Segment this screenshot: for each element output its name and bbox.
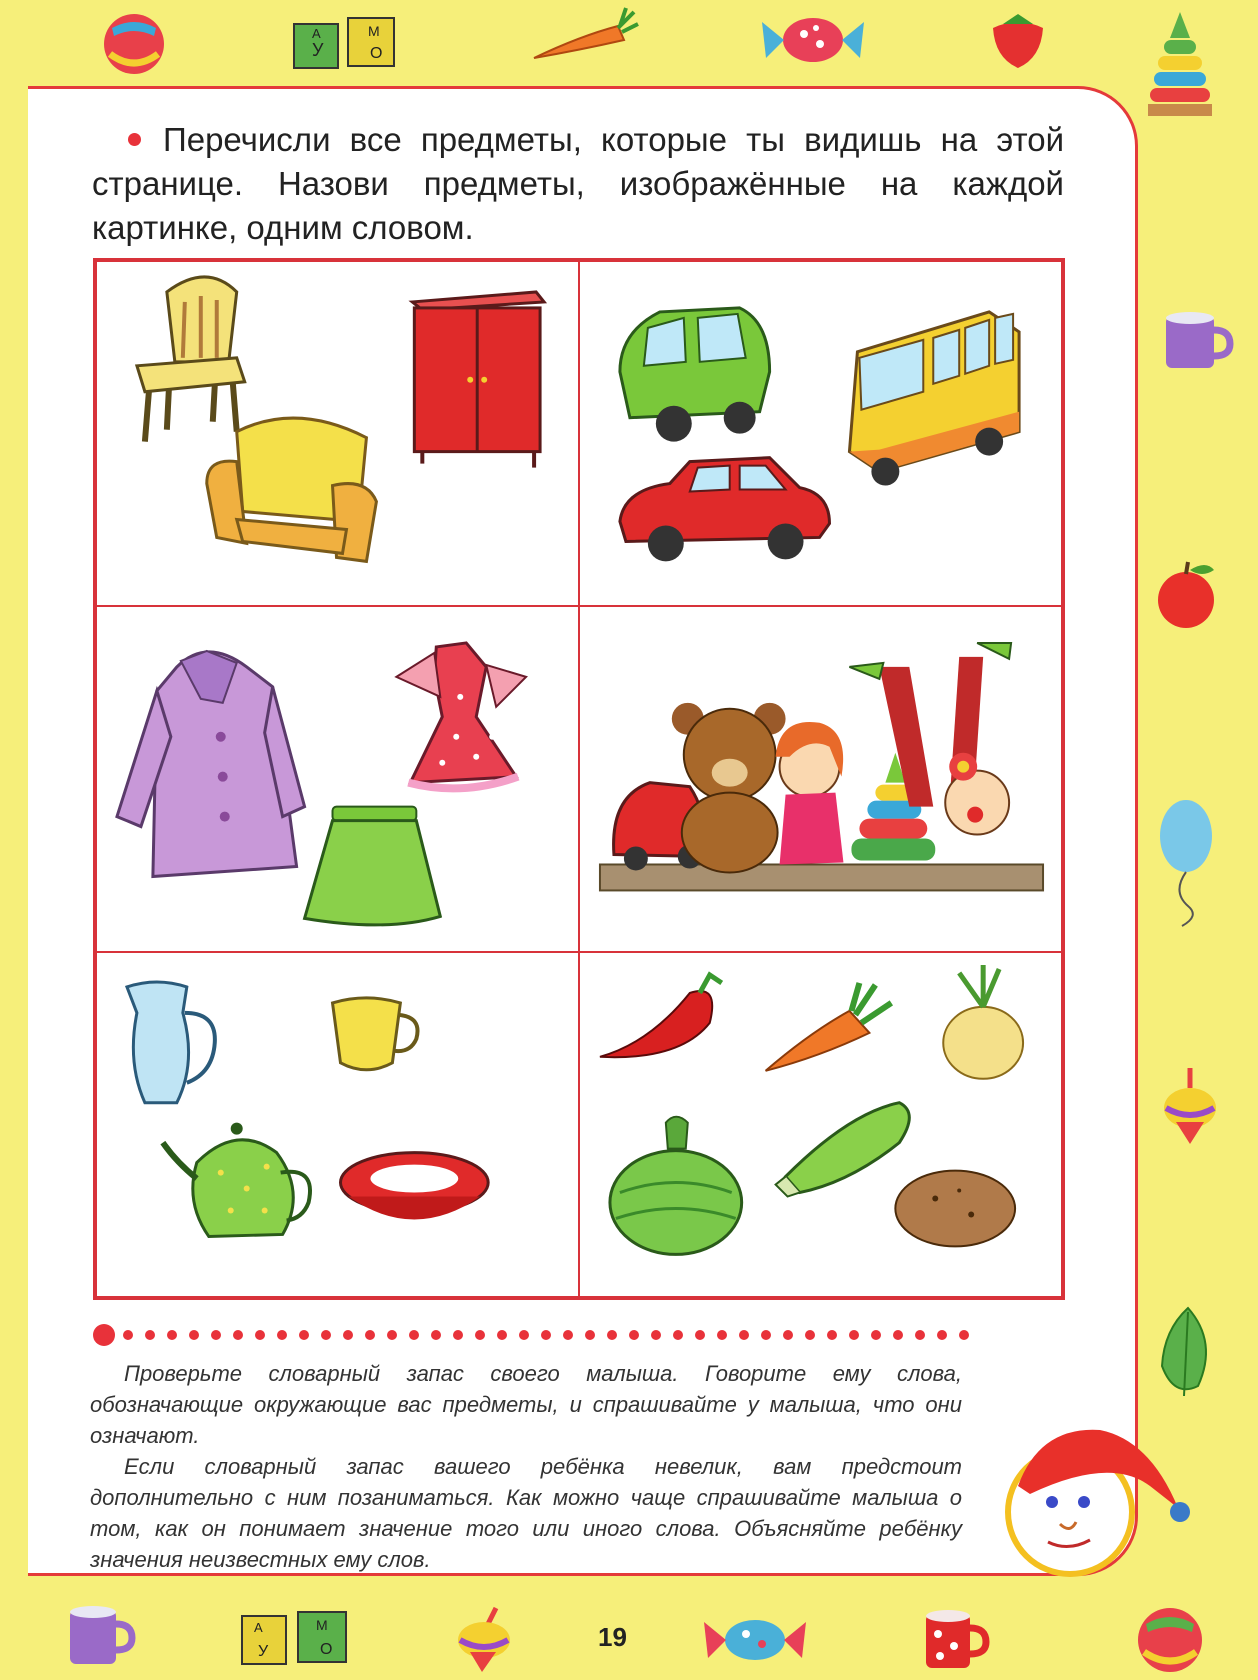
bowl-illustration <box>340 1152 488 1219</box>
green-car-illustration <box>620 308 770 442</box>
candy-icon <box>758 12 868 68</box>
separator-dot <box>849 1330 859 1340</box>
separator-dot <box>123 1330 133 1340</box>
bullet-icon <box>128 133 141 146</box>
separator-dot <box>651 1330 661 1340</box>
separator-dot <box>563 1330 573 1340</box>
strawberry-icon <box>985 8 1051 70</box>
separator-dot <box>761 1330 771 1340</box>
carrot-icon <box>530 6 640 66</box>
potato-illustration <box>895 1170 1015 1246</box>
mug-icon <box>1160 308 1236 374</box>
separator-dot <box>827 1330 837 1340</box>
spinning-top-icon <box>1160 1064 1220 1148</box>
separator-dot <box>321 1330 331 1340</box>
separator-dot <box>475 1330 485 1340</box>
parent-note <box>90 1358 962 1575</box>
parent-note-paragraph-1: Проверьте словарный запас своего малыша. Говорите ему слова, обозначающие окружающие вас предметы, и спрашивайте у малыша, что они означают. <box>90 1361 962 1448</box>
chair-illustration <box>137 277 245 442</box>
spinning-top-bottom-icon <box>452 1604 522 1674</box>
separator-dot <box>93 1324 115 1346</box>
clothes-picture <box>96 606 579 951</box>
separator-dot <box>783 1330 793 1340</box>
separator-dot <box>497 1330 507 1340</box>
wardrobe-illustration <box>412 292 544 468</box>
task-instruction <box>92 118 1064 250</box>
svg-text:М: М <box>368 23 380 39</box>
ball-icon <box>96 8 172 78</box>
parent-note-paragraph-2: Если словарный запас вашего ребёнка невелик, вам предстоит дополнительно с ним позаниматься. Как можно чаще спрашивайте малыша о том, как он понимает значение того или иного слова. Объясняйте ребёнку значения неизвестных ему слов. <box>90 1454 962 1572</box>
cucumber-illustration <box>776 1102 910 1196</box>
leaf-icon <box>1154 1302 1224 1402</box>
carrot-illustration <box>766 983 892 1071</box>
jug-illustration <box>127 982 215 1103</box>
gnome-face-icon <box>1000 1416 1196 1584</box>
separator-dot <box>255 1330 265 1340</box>
red-mug-icon <box>920 1604 992 1674</box>
candy-bottom-icon <box>700 1612 810 1668</box>
vegetables-picture <box>579 952 1062 1297</box>
cabbage-illustration <box>610 1116 742 1254</box>
svg-text:А: А <box>254 1620 263 1635</box>
task-text: Перечисли все предметы, которые ты видишь на этой странице. Назови предметы, изображённые на каждой картинке, одним словом. <box>92 121 1064 246</box>
separator-dot <box>167 1330 177 1340</box>
separator-dot <box>189 1330 199 1340</box>
mug-bottom-icon <box>64 1600 136 1672</box>
separator-dot <box>387 1330 397 1340</box>
separator-dot <box>277 1330 287 1340</box>
separator-dot <box>409 1330 419 1340</box>
separator-dot <box>453 1330 463 1340</box>
apple-icon <box>1150 558 1224 630</box>
ball-bottom-icon <box>1132 1602 1208 1678</box>
separator-dot <box>607 1330 617 1340</box>
furniture-picture <box>96 261 579 606</box>
alphabet-blocks-bottom-icon <box>238 1602 356 1672</box>
separator-dot <box>805 1330 815 1340</box>
toys-picture <box>579 606 1062 951</box>
armchair-illustration <box>207 418 377 561</box>
separator-dot <box>937 1330 947 1340</box>
dress-illustration <box>396 643 526 788</box>
separator-dot <box>519 1330 529 1340</box>
separator-dot <box>343 1330 353 1340</box>
separator-dot <box>365 1330 375 1340</box>
separator-dot <box>959 1330 969 1340</box>
svg-text:А: А <box>312 26 321 41</box>
separator-dot <box>673 1330 683 1340</box>
separator-dot <box>915 1330 925 1340</box>
svg-text:О: О <box>320 1641 333 1658</box>
stacking-pyramid-icon <box>1140 8 1220 120</box>
dotted-separator <box>92 1322 972 1348</box>
separator-dot <box>695 1330 705 1340</box>
skirt-illustration <box>305 807 441 925</box>
bus-illustration <box>849 312 1019 486</box>
svg-text:О: О <box>370 45 383 62</box>
pepper-illustration <box>600 975 722 1057</box>
teapot-illustration <box>163 1122 310 1236</box>
transport-picture <box>579 261 1062 606</box>
cup-illustration <box>333 998 418 1070</box>
svg-text:У: У <box>258 1643 269 1660</box>
dishes-picture <box>96 952 579 1297</box>
balloon-icon <box>1152 796 1222 928</box>
separator-dot <box>145 1330 155 1340</box>
alphabet-blocks-icon <box>290 12 410 74</box>
separator-dot <box>871 1330 881 1340</box>
red-car-illustration <box>620 458 830 562</box>
separator-dot <box>893 1330 903 1340</box>
coat-illustration <box>117 651 305 877</box>
separator-dot <box>739 1330 749 1340</box>
svg-text:У: У <box>312 40 324 60</box>
doll-illustration <box>776 722 844 864</box>
separator-dot <box>211 1330 221 1340</box>
onion-illustration <box>943 965 1023 1079</box>
separator-dot <box>431 1330 441 1340</box>
page-number: 19 <box>598 1622 627 1652</box>
separator-dot <box>717 1330 727 1340</box>
separator-dot <box>629 1330 639 1340</box>
separator-dot <box>541 1330 551 1340</box>
separator-dot <box>233 1330 243 1340</box>
svg-text:М: М <box>316 1617 328 1633</box>
separator-dot <box>585 1330 595 1340</box>
separator-dot <box>299 1330 309 1340</box>
picture-grid <box>93 258 1065 1300</box>
